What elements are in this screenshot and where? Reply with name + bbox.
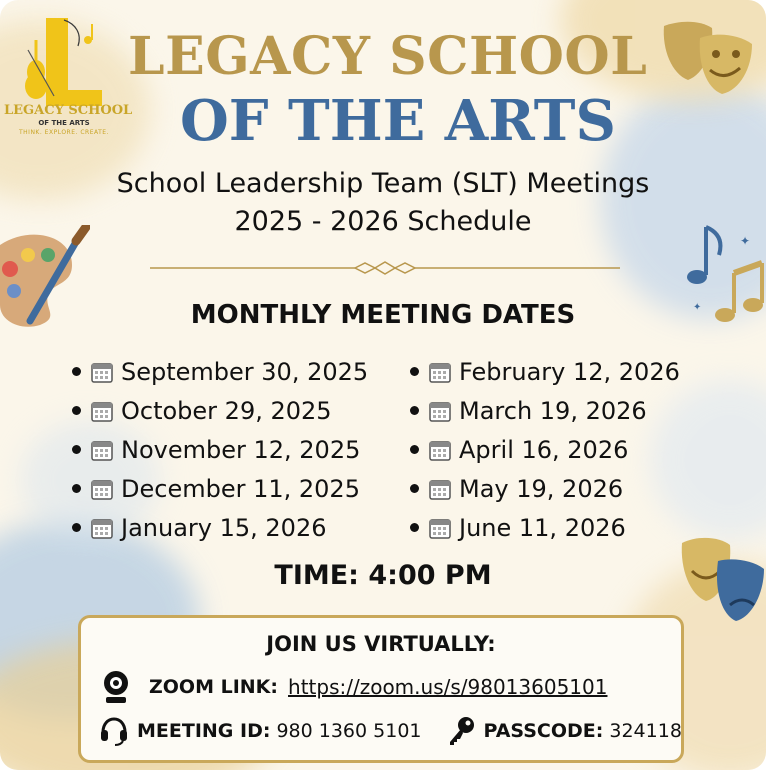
list-item [410,430,680,469]
meeting-time: TIME: 4:00 PM [274,560,492,591]
svg-text:✦: ✦ [740,234,751,248]
meeting-date: March 19, 2026 [459,396,647,425]
subtitle-line-2: 2025 - 2026 Schedule [234,206,532,237]
meeting-date: April 16, 2026 [459,435,629,464]
list-item [72,391,368,430]
calendar-icon [91,478,113,500]
list-item [410,508,680,547]
meeting-id-row [99,716,682,746]
virtual-title: JOIN US VIRTUALLY: [266,632,496,656]
title-line-1: LEGACY SCHOOL [128,26,648,87]
svg-text:✦: ✦ [693,302,702,313]
meeting-date: October 29, 2025 [121,396,332,425]
meeting-date: December 11, 2025 [121,474,360,503]
dates-column-right [410,352,680,547]
list-item [72,352,368,391]
calendar-icon [91,439,113,461]
ornamental-divider [150,260,620,276]
calendar-icon [429,439,451,461]
key-icon [446,716,476,746]
calendar-icon [91,400,113,422]
virtual-info-box [78,615,684,763]
meeting-date: February 12, 2026 [459,357,680,386]
meeting-date: November 12, 2025 [121,435,361,464]
passcode-label: PASSCODE: [483,720,604,742]
list-item [72,508,368,547]
passcode-value: 324118 [609,720,682,742]
calendar-icon [429,400,451,422]
zoom-link-label: ZOOM LINK: [149,676,279,698]
bullet [410,406,419,415]
bullet [72,406,81,415]
calendar-icon [91,517,113,539]
logo-tagline: THINK. EXPLORE. CREATE. [19,129,109,136]
meeting-date: May 19, 2026 [459,474,624,503]
webcam-icon [101,670,131,704]
theater-masks-icon [660,20,760,100]
headset-icon [99,716,129,746]
logo-sub: OF THE ARTS [38,119,90,127]
meeting-date: September 30, 2025 [121,357,369,386]
list-item [410,352,680,391]
zoom-link[interactable]: https://zoom.us/s/98013605101 [288,675,608,699]
calendar-icon [429,478,451,500]
meeting-date: June 11, 2026 [459,513,626,542]
zoom-row [101,670,607,704]
list-item [72,469,368,508]
bullet [72,523,81,532]
calendar-icon [429,361,451,383]
meeting-date: January 15, 2026 [121,513,327,542]
bullet [72,445,81,454]
calendar-icon [91,361,113,383]
bullet [410,523,419,532]
list-item [410,469,680,508]
section-title: MONTHLY MEETING DATES [190,300,576,330]
list-item [72,430,368,469]
bullet [72,484,81,493]
bullet [410,484,419,493]
bullet [410,367,419,376]
meeting-id-value: 980 1360 5101 [276,720,422,742]
meeting-id-label: MEETING ID: [137,720,271,742]
dates-column-left [72,352,368,547]
subtitle-line-1: School Leadership Team (SLT) Meetings [116,168,650,199]
logo-name: LEGACY SCHOOL [4,103,133,118]
bullet [72,367,81,376]
list-item [410,391,680,430]
title-line-2: OF THE ARTS [180,88,616,154]
calendar-icon [429,517,451,539]
bullet [410,445,419,454]
